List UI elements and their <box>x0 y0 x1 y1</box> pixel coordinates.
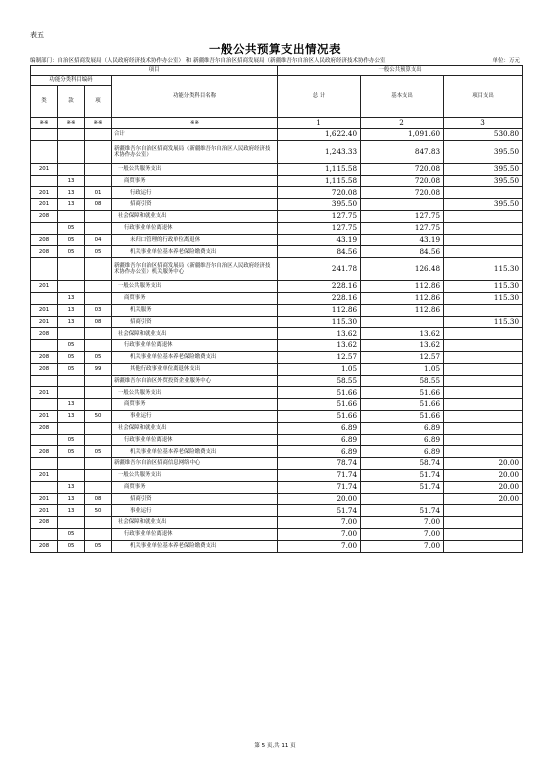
total-value: 13.62 <box>278 340 361 352</box>
basic-value: 51.74 <box>361 505 444 517</box>
item-name: 机关事业单位基本养老保险缴费支出 <box>112 446 278 458</box>
code-lei: 201 <box>31 281 58 293</box>
header-code: 功能分类科目编码 <box>31 76 112 86</box>
code-lei <box>31 528 58 540</box>
code-kuan: 13 <box>58 505 85 517</box>
project-value: 20.00 <box>444 458 523 470</box>
project-value <box>444 328 523 340</box>
code-lei: 201 <box>31 493 58 505</box>
item-name: 行政事业单位离退休 <box>112 434 278 446</box>
expenditure-table <box>30 65 523 553</box>
code-kuan: 05 <box>58 434 85 446</box>
header-xiang: 项 <box>85 86 112 118</box>
project-value <box>444 410 523 422</box>
code-lei <box>31 399 58 411</box>
table-row <box>31 446 523 458</box>
basic-value: 1,091.60 <box>361 129 444 141</box>
header-proj: 项目支出 <box>444 76 523 118</box>
item-name: 未归口管理的行政单位离退休 <box>112 234 278 246</box>
total-value: 7.00 <box>278 517 361 529</box>
code-kuan <box>58 258 85 281</box>
table-row <box>31 481 523 493</box>
code-kuan: 05 <box>58 540 85 552</box>
item-name: 机关事业单位基本养老保险缴费支出 <box>112 540 278 552</box>
table-row <box>31 493 523 505</box>
project-value <box>444 434 523 446</box>
basic-value: 720.08 <box>361 175 444 187</box>
code-xiang <box>85 292 112 304</box>
table-header <box>31 66 523 129</box>
header-total: 总 计 <box>278 76 361 118</box>
project-value <box>444 399 523 411</box>
code-lei <box>31 375 58 387</box>
code-lei: 201 <box>31 316 58 328</box>
code-xiang <box>85 375 112 387</box>
code-kuan <box>58 281 85 293</box>
basic-value: 84.56 <box>361 246 444 258</box>
project-value <box>444 234 523 246</box>
project-value <box>444 222 523 234</box>
header-lei: 类 <box>31 86 58 118</box>
basic-value: 58.55 <box>361 375 444 387</box>
table-row <box>31 234 523 246</box>
item-name: 合计 <box>112 129 278 141</box>
code-lei: 208 <box>31 246 58 258</box>
basic-value: 6.89 <box>361 422 444 434</box>
basic-value: 7.00 <box>361 528 444 540</box>
project-value <box>444 210 523 222</box>
code-lei <box>31 140 58 163</box>
header-name: 功能分类科目名称 <box>112 76 278 118</box>
total-value: 127.75 <box>278 210 361 222</box>
project-value <box>444 517 523 529</box>
code-kuan: 13 <box>58 493 85 505</box>
project-value <box>444 387 523 399</box>
total-value: 127.75 <box>278 222 361 234</box>
code-lei: 208 <box>31 328 58 340</box>
project-value <box>444 340 523 352</box>
code-xiang <box>85 222 112 234</box>
total-value: 84.56 <box>278 246 361 258</box>
table-row <box>31 187 523 199</box>
code-xiang <box>85 328 112 340</box>
table-row <box>31 363 523 375</box>
basic-value: 127.75 <box>361 210 444 222</box>
code-lei: 201 <box>31 304 58 316</box>
project-value: 20.00 <box>444 493 523 505</box>
code-lei: 201 <box>31 187 58 199</box>
total-value: 395.50 <box>278 199 361 211</box>
basic-value: 1.05 <box>361 363 444 375</box>
code-lei: 201 <box>31 163 58 175</box>
header-basic: 基本支出 <box>361 76 444 118</box>
table-body <box>31 129 523 553</box>
code-kuan: 13 <box>58 292 85 304</box>
item-name: 社会保障和就业支出 <box>112 210 278 222</box>
table-row <box>31 129 523 141</box>
code-xiang: 05 <box>85 246 112 258</box>
code-kuan <box>58 163 85 175</box>
total-value: 43.19 <box>278 234 361 246</box>
project-value: 395.50 <box>444 140 523 163</box>
table-row <box>31 399 523 411</box>
item-name: 事业运行 <box>112 505 278 517</box>
project-value <box>444 351 523 363</box>
basic-value: 51.74 <box>361 481 444 493</box>
code-xiang <box>85 140 112 163</box>
item-name: 一般公共服务支出 <box>112 281 278 293</box>
table-row <box>31 528 523 540</box>
item-name: 社会保障和就业支出 <box>112 517 278 529</box>
item-name: 机关事业单位基本养老保险缴费支出 <box>112 246 278 258</box>
code-lei: 201 <box>31 469 58 481</box>
code-xiang: 05 <box>85 446 112 458</box>
project-value: 395.50 <box>444 199 523 211</box>
project-value <box>444 505 523 517</box>
total-value: 71.74 <box>278 469 361 481</box>
project-value: 115.30 <box>444 292 523 304</box>
total-value: 51.74 <box>278 505 361 517</box>
table-row <box>31 246 523 258</box>
code-kuan <box>58 422 85 434</box>
table-row <box>31 458 523 470</box>
project-value <box>444 246 523 258</box>
basic-value <box>361 199 444 211</box>
basic-value: 7.00 <box>361 540 444 552</box>
basic-value: 112.86 <box>361 281 444 293</box>
code-lei: 201 <box>31 199 58 211</box>
basic-value: 112.86 <box>361 292 444 304</box>
total-value: 7.00 <box>278 528 361 540</box>
code-kuan: 13 <box>58 399 85 411</box>
code-kuan: 05 <box>58 340 85 352</box>
total-value: 6.89 <box>278 434 361 446</box>
total-value: 6.89 <box>278 446 361 458</box>
code-lei <box>31 175 58 187</box>
page-title: 一般公共预算支出情况表 <box>209 42 341 56</box>
project-value: 115.30 <box>444 258 523 281</box>
item-name: 一般公共服务支出 <box>112 469 278 481</box>
code-xiang <box>85 517 112 529</box>
code-lei <box>31 458 58 470</box>
item-name: 行政事业单位离退休 <box>112 222 278 234</box>
code-lei: 208 <box>31 517 58 529</box>
code-xiang <box>85 469 112 481</box>
code-lei: 201 <box>31 505 58 517</box>
item-name: 一般公共服务支出 <box>112 387 278 399</box>
total-value: 1,115.58 <box>278 163 361 175</box>
basic-value: 13.62 <box>361 340 444 352</box>
table-row <box>31 340 523 352</box>
code-xiang <box>85 422 112 434</box>
code-lei: 208 <box>31 446 58 458</box>
project-value: 20.00 <box>444 469 523 481</box>
code-xiang <box>85 258 112 281</box>
table-row <box>31 140 523 163</box>
code-xiang <box>85 387 112 399</box>
item-name: 行政事业单位离退休 <box>112 340 278 352</box>
table-row <box>31 258 523 281</box>
total-value: 20.00 <box>278 493 361 505</box>
total-value: 112.86 <box>278 304 361 316</box>
item-name: 社会保障和就业支出 <box>112 422 278 434</box>
code-kuan <box>58 517 85 529</box>
code-xiang: 01 <box>85 187 112 199</box>
code-xiang: 50 <box>85 410 112 422</box>
project-value: 530.80 <box>444 129 523 141</box>
table-row <box>31 281 523 293</box>
code-xiang: 08 <box>85 316 112 328</box>
code-kuan: 13 <box>58 187 85 199</box>
basic-value: 51.66 <box>361 410 444 422</box>
basic-value: 6.89 <box>361 434 444 446</box>
code-xiang <box>85 210 112 222</box>
code-xiang: 99 <box>85 363 112 375</box>
header-project: 项目 <box>31 66 278 76</box>
code-xiang: 05 <box>85 540 112 552</box>
code-xiang: 08 <box>85 493 112 505</box>
total-value: 228.16 <box>278 292 361 304</box>
basic-value: 43.19 <box>361 234 444 246</box>
item-name: 其他行政事业单位离退休支出 <box>112 363 278 375</box>
table-row <box>31 222 523 234</box>
basic-value: 58.74 <box>361 458 444 470</box>
project-value <box>444 422 523 434</box>
code-xiang <box>85 175 112 187</box>
code-xiang: 03 <box>85 304 112 316</box>
header-kuan: 款 <box>58 86 85 118</box>
total-value: 720.08 <box>278 187 361 199</box>
basic-value <box>361 493 444 505</box>
code-kuan: 05 <box>58 234 85 246</box>
code-lei: 201 <box>31 387 58 399</box>
basic-value: 7.00 <box>361 517 444 529</box>
code-kuan: 13 <box>58 481 85 493</box>
item-name: 新疆维吾尔自治区招商发展局（新疆维吾尔自治区人民政府经济技术协作办公室） <box>112 140 278 163</box>
total-value: 115.30 <box>278 316 361 328</box>
code-kuan: 13 <box>58 304 85 316</box>
basic-value: 51.66 <box>361 399 444 411</box>
code-lei: 201 <box>31 410 58 422</box>
basic-value: 13.62 <box>361 328 444 340</box>
project-value <box>444 304 523 316</box>
total-value: 6.89 <box>278 422 361 434</box>
code-xiang: 50 <box>85 505 112 517</box>
table-row <box>31 316 523 328</box>
item-name: 新疆维吾尔自治区外贸投资企业服务中心 <box>112 375 278 387</box>
code-kuan <box>58 210 85 222</box>
code-kuan <box>58 140 85 163</box>
project-value <box>444 540 523 552</box>
basic-value: 12.57 <box>361 351 444 363</box>
total-value: 51.66 <box>278 399 361 411</box>
code-lei <box>31 481 58 493</box>
table-row <box>31 304 523 316</box>
total-value: 1,115.58 <box>278 175 361 187</box>
total-value: 51.66 <box>278 410 361 422</box>
code-lei <box>31 292 58 304</box>
star-cell: ※※ <box>112 118 278 129</box>
col-number: 3 <box>444 118 523 129</box>
code-kuan: 05 <box>58 351 85 363</box>
basic-value: 51.74 <box>361 469 444 481</box>
star-cell: ※※ <box>58 118 85 129</box>
basic-value: 6.89 <box>361 446 444 458</box>
code-kuan <box>58 328 85 340</box>
code-kuan: 13 <box>58 410 85 422</box>
total-value: 58.55 <box>278 375 361 387</box>
code-kuan <box>58 469 85 481</box>
item-name: 商贸事务 <box>112 399 278 411</box>
item-name: 行政事业单位离退休 <box>112 528 278 540</box>
table-tag: 表五 <box>30 31 44 39</box>
table-row <box>31 505 523 517</box>
col-number: 2 <box>361 118 444 129</box>
total-value: 71.74 <box>278 481 361 493</box>
basic-value: 720.08 <box>361 163 444 175</box>
total-value: 13.62 <box>278 328 361 340</box>
code-xiang: 04 <box>85 234 112 246</box>
item-name: 招商引资 <box>112 493 278 505</box>
code-xiang <box>85 399 112 411</box>
code-xiang: 08 <box>85 199 112 211</box>
table-row <box>31 422 523 434</box>
code-xiang <box>85 528 112 540</box>
project-value <box>444 528 523 540</box>
basic-value: 126.48 <box>361 258 444 281</box>
code-kuan <box>58 387 85 399</box>
code-xiang <box>85 163 112 175</box>
project-value <box>444 375 523 387</box>
project-value <box>444 363 523 375</box>
total-value: 1,243.33 <box>278 140 361 163</box>
total-value: 1.05 <box>278 363 361 375</box>
table-row <box>31 328 523 340</box>
code-kuan: 13 <box>58 316 85 328</box>
basic-value: 720.08 <box>361 187 444 199</box>
code-xiang <box>85 434 112 446</box>
code-kuan: 05 <box>58 528 85 540</box>
total-value: 241.78 <box>278 258 361 281</box>
code-lei <box>31 434 58 446</box>
star-cell: ※※ <box>31 118 58 129</box>
project-value <box>444 187 523 199</box>
total-value: 12.57 <box>278 351 361 363</box>
table-row <box>31 387 523 399</box>
code-kuan: 05 <box>58 246 85 258</box>
currency-unit: 单位：万元 <box>492 58 520 64</box>
basic-value: 112.86 <box>361 304 444 316</box>
table-row <box>31 163 523 175</box>
code-xiang <box>85 281 112 293</box>
total-value: 1,622.40 <box>278 129 361 141</box>
code-lei <box>31 129 58 141</box>
code-xiang <box>85 458 112 470</box>
table-row <box>31 175 523 187</box>
total-value: 228.16 <box>278 281 361 293</box>
item-name: 商贸事务 <box>112 175 278 187</box>
code-lei: 208 <box>31 422 58 434</box>
table-row <box>31 540 523 552</box>
code-lei: 208 <box>31 363 58 375</box>
project-value <box>444 446 523 458</box>
item-name: 机关服务 <box>112 304 278 316</box>
project-value: 395.50 <box>444 163 523 175</box>
table-row <box>31 351 523 363</box>
report-meta <box>30 56 520 64</box>
star-cell: ※※ <box>85 118 112 129</box>
page-number: 第 5 页,共 11 页 <box>254 743 296 749</box>
item-name: 商贸事务 <box>112 292 278 304</box>
header-budget: 一般公共预算支出 <box>278 66 523 76</box>
project-value: 20.00 <box>444 481 523 493</box>
item-name: 新疆维吾尔自治区招商信息网络中心 <box>112 458 278 470</box>
basic-value <box>361 316 444 328</box>
compiling-unit: 编制部门：自治区招商发展局（人民政府经济技术协作办公室） 和 新疆维吾尔自治区招商发展局（新疆维吾尔自治区人民政府经济技术协作办公室 <box>30 58 386 64</box>
item-name: 机关事业单位基本养老保险缴费支出 <box>112 351 278 363</box>
code-kuan <box>58 129 85 141</box>
code-lei <box>31 340 58 352</box>
code-kuan: 13 <box>58 199 85 211</box>
total-value: 51.66 <box>278 387 361 399</box>
code-kuan: 13 <box>58 175 85 187</box>
basic-value: 127.75 <box>361 222 444 234</box>
table-row <box>31 434 523 446</box>
project-value: 115.30 <box>444 316 523 328</box>
item-name: 招商引资 <box>112 199 278 211</box>
code-kuan: 05 <box>58 222 85 234</box>
code-kuan: 05 <box>58 446 85 458</box>
table-row <box>31 410 523 422</box>
basic-value: 51.66 <box>361 387 444 399</box>
code-xiang <box>85 481 112 493</box>
code-kuan: 05 <box>58 363 85 375</box>
total-value: 7.00 <box>278 540 361 552</box>
code-lei <box>31 222 58 234</box>
code-lei: 208 <box>31 351 58 363</box>
code-kuan <box>58 458 85 470</box>
code-lei: 208 <box>31 210 58 222</box>
table-row <box>31 469 523 481</box>
project-value: 115.30 <box>444 281 523 293</box>
table-row <box>31 210 523 222</box>
col-number: 1 <box>278 118 361 129</box>
project-value: 395.50 <box>444 175 523 187</box>
code-lei: 208 <box>31 234 58 246</box>
code-xiang: 05 <box>85 351 112 363</box>
table-row <box>31 517 523 529</box>
table-row <box>31 292 523 304</box>
code-kuan <box>58 375 85 387</box>
code-lei <box>31 258 58 281</box>
item-name: 招商引资 <box>112 316 278 328</box>
item-name: 新疆维吾尔自治区招商发展局（新疆维吾尔自治区人民政府经济技术协作办公室）机关服务中心 <box>112 258 278 281</box>
item-name: 事业运行 <box>112 410 278 422</box>
item-name: 行政运行 <box>112 187 278 199</box>
item-name: 一般公共服务支出 <box>112 163 278 175</box>
basic-value: 847.83 <box>361 140 444 163</box>
item-name: 商贸事务 <box>112 481 278 493</box>
table-row <box>31 199 523 211</box>
code-xiang <box>85 340 112 352</box>
total-value: 78.74 <box>278 458 361 470</box>
table-row <box>31 375 523 387</box>
item-name: 社会保障和就业支出 <box>112 328 278 340</box>
code-lei: 208 <box>31 540 58 552</box>
code-xiang <box>85 129 112 141</box>
